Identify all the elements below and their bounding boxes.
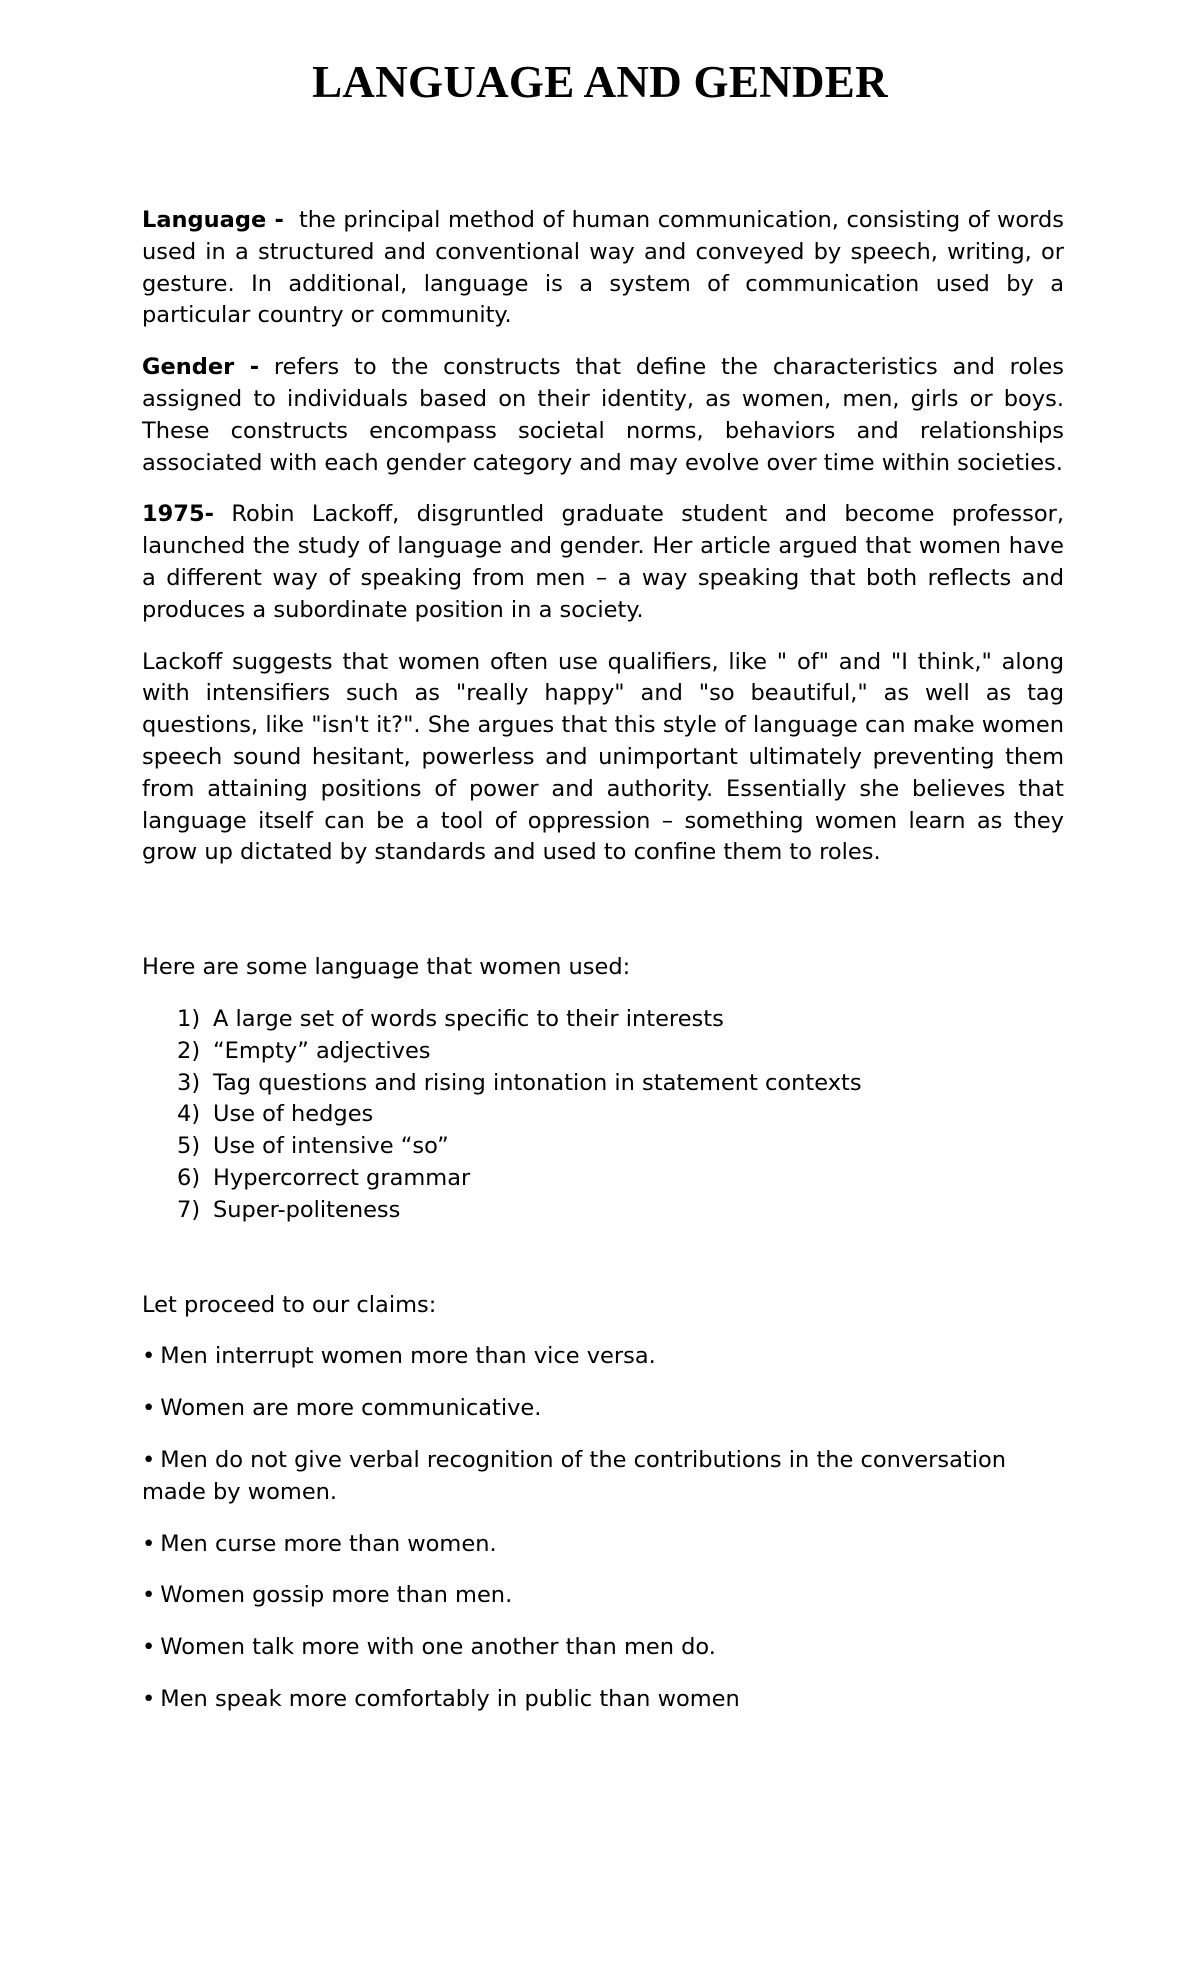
language-term: Language -	[142, 207, 284, 233]
features-list	[142, 1004, 1064, 1227]
claim-item	[142, 1684, 1064, 1716]
list-item-number: 6)	[177, 1164, 201, 1191]
document-title: LANGUAGE AND GENDER	[312, 57, 888, 107]
bullet-icon: •	[142, 1530, 156, 1557]
bullet-icon: •	[142, 1395, 156, 1422]
lackoff-paragraph: Lackoff suggests that women often use qualifiers, like " of" and "I think," along with intensifiers such as "really happy" and "so beautiful," as well as tag questions, like "isn't it?". She argues that this style of language can make women speech sound hesitant, powerless and unimportant ultimately preventing them from attaining positions of power and authority. Essentially she believes that language itself can be a tool of oppression – something women learn as they grow up dictated by standards and used to confine them to roles.	[142, 648, 1064, 866]
list-item-text: Hypercorrect grammar	[213, 1164, 471, 1191]
gender-term: Gender -	[142, 354, 260, 381]
claim-item	[142, 1341, 1064, 1373]
bullet-icon: •	[142, 1685, 156, 1712]
list-item	[177, 1004, 1064, 1036]
list-item-text: Tag questions and rising intonation in statement contexts	[213, 1069, 862, 1096]
language-text: the principal method of human communication, consisting of words used in a structured and conventional way and conveyed by speech, writing, or gesture. In additional, language is a system of communication used by a particular country or community.	[142, 207, 1064, 329]
claim-text: Men do not give verbal recognition of the contributions in the conversation made by women.	[142, 1446, 1006, 1505]
list-item	[177, 1068, 1064, 1100]
gender-text: refers to the constructs that define the characteristics and roles assigned to individuals based on their identity, as women, men, girls or boys. These constructs encompass societal norms, behaviors and relationships associated with each gender category and may evolve over time within societies.	[142, 354, 1064, 476]
gender-definition	[142, 352, 1064, 479]
claim-item	[142, 1393, 1064, 1425]
list-item-number: 1)	[177, 1005, 201, 1032]
list-item-text: Use of hedges	[213, 1101, 374, 1128]
list-item-text: Super-politeness	[213, 1196, 401, 1223]
section-spacer	[142, 1227, 1064, 1290]
claims-intro: Let proceed to our claims:	[142, 1291, 437, 1318]
claim-item	[142, 1445, 1064, 1509]
list-item	[177, 1163, 1064, 1195]
list-item	[177, 1036, 1064, 1068]
claim-item	[142, 1580, 1064, 1612]
year-text: Robin Lackoff, disgruntled graduate student and become professor, launched the study of language and gender. Her article argued that women have a different way of speaking from men – a way speaking that both reflects and produces a subordinate position in a society.	[142, 501, 1064, 623]
claim-text: Women are more communicative.	[160, 1395, 542, 1422]
list-item	[177, 1195, 1064, 1227]
claim-text: Men curse more than women.	[160, 1530, 497, 1557]
list-item-number: 4)	[177, 1101, 201, 1128]
list-item-number: 7)	[177, 1196, 201, 1223]
list-item-text: “Empty” adjectives	[213, 1037, 431, 1064]
bullet-icon: •	[142, 1343, 156, 1370]
year-paragraph	[142, 499, 1064, 626]
list-item-number: 3)	[177, 1069, 201, 1096]
list-item-text: A large set of words specific to their interests	[213, 1005, 724, 1032]
list-item	[177, 1099, 1064, 1131]
claim-item	[142, 1529, 1064, 1561]
claim-text: Men speak more comfortably in public than women	[160, 1685, 740, 1712]
list-item-text: Use of intensive “so”	[213, 1133, 449, 1160]
list-item	[177, 1131, 1064, 1163]
document-body	[142, 205, 1064, 1736]
bullet-icon: •	[142, 1634, 156, 1661]
claim-text: Women gossip more than men.	[160, 1582, 513, 1609]
claim-text: Women talk more with one another than men do.	[160, 1634, 716, 1661]
bullet-icon: •	[142, 1446, 156, 1473]
list-item-number: 5)	[177, 1133, 201, 1160]
bullet-icon: •	[142, 1582, 156, 1609]
features-intro: Here are some language that women used:	[142, 954, 631, 981]
list-item-number: 2)	[177, 1037, 201, 1064]
section-spacer	[142, 889, 1064, 952]
claim-item	[142, 1632, 1064, 1664]
year-term: 1975-	[142, 501, 214, 528]
language-definition	[142, 205, 1064, 332]
claim-text: Men interrupt women more than vice versa.	[160, 1343, 656, 1370]
